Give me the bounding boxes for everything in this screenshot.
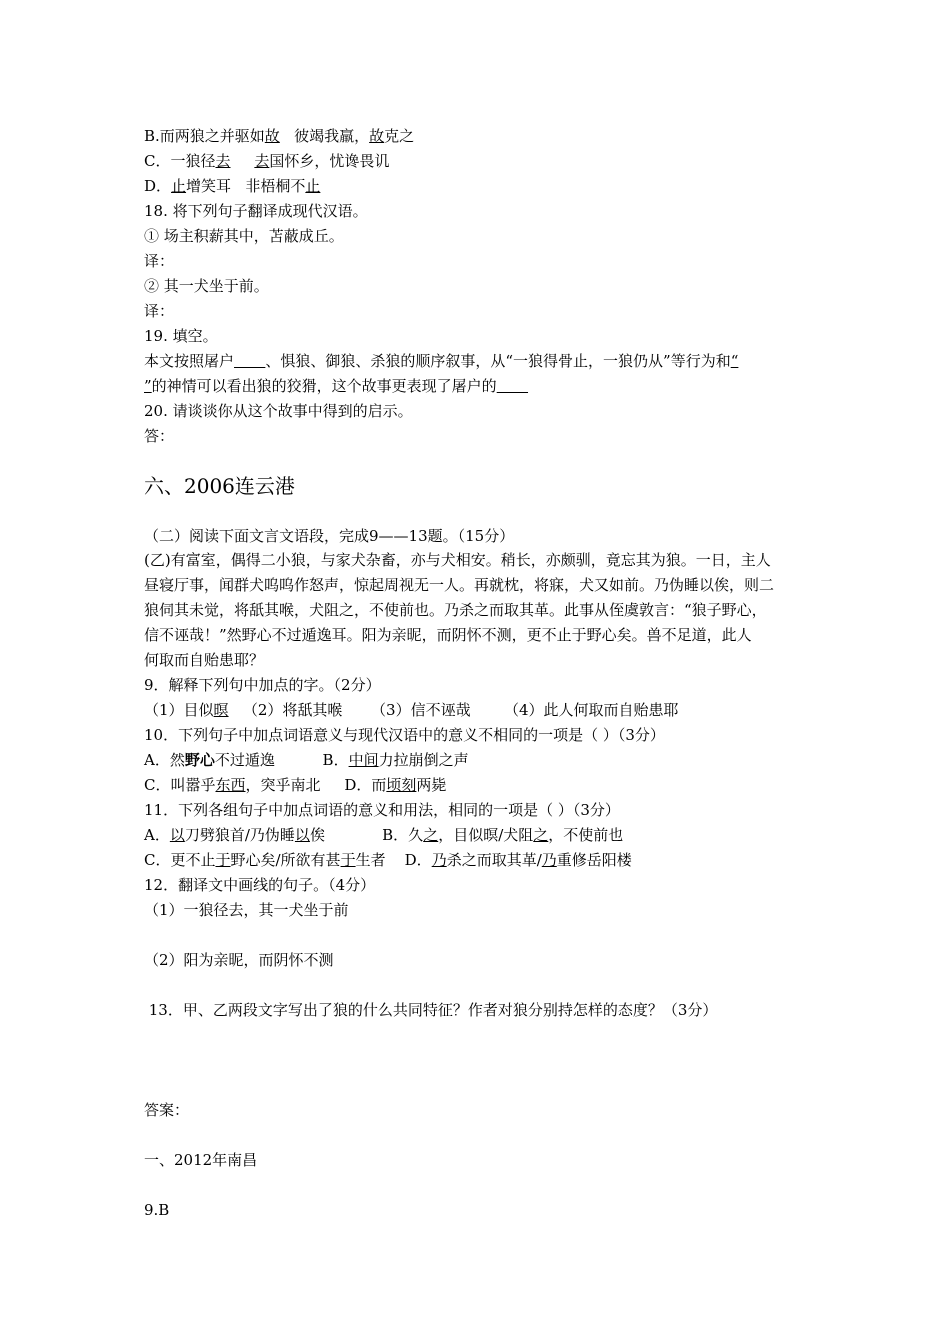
q12-stem: 12．翻译文中画线的句子。（4分） [144,876,376,894]
q19-blank-1 [234,352,265,370]
passage-line: (乙)有富室，偶得二小狼，与家犬杂畜，亦与犬相安。稍长，亦颇驯，竟忘其为狼。一日，主人 [144,551,771,569]
q18-stem: 18. 将下列句子翻译成现代汉语。 [144,202,368,220]
q18-translation-label-1: 译： [144,252,175,270]
q10-options-cd: C．叫嚣乎东西，突乎南北 D．而顷刻两毙 [144,776,447,794]
section-6-intro: （二）阅读下面文言文语段，完成9——13题。（15分） [144,527,515,545]
q18-sentence-2: ② 其一犬坐于前。 [144,277,269,295]
passage-line: 昼寝厅事，闻群犬呜呜作怒声，惊起周视无一人。再就枕，将寐，犬又如前。乃伪睡以俟，则二 [144,576,775,594]
answers-section-1: 一、2012年南昌 [144,1151,258,1169]
q12-sentence-1: （1）一狼径去，其一犬坐于前 [144,901,349,919]
q12-sentence-2: （2）阳为亲昵，而阴怀不测 [144,951,334,969]
q13-stem: 13．甲、乙两段文字写出了狼的什么共同特征？作者对狼分别持怎样的态度？（3分） [144,1001,718,1019]
q9-items: （1）目似暝 （2）将舐其喉 （3）信不诬哉 （4）此人何取而自贻患耶 [144,701,679,719]
q18-translation-label-2: 译： [144,302,175,320]
q11-stem: 11．下列各组句子中加点词语的意义和用法，相同的一项是（ ）（3分） [144,801,620,819]
q19-stem: 19. 填空。 [144,327,218,345]
q19-fill-line-1: 本文按照屠户 、惧狼、御狼、杀狼的顺序叙事，从“一狼得骨止，一狼仍从”等行为和“ [144,352,739,370]
q10-stem: 10．下列句子中加点词语意义与现代汉语中的意义不相同的一项是（ ）（3分） [144,726,665,744]
q19-fill-line-2: ”的神情可以看出狼的狡猾，这个故事更表现了屠户的 [144,376,528,396]
section-6-heading: 六、2006连云港 [144,474,295,498]
answer-9: 9.B [144,1201,170,1219]
q17-option-b: B.而两狼之并驱如故 彼竭我羸，故克之 [144,127,415,145]
passage-line: 何取而自贻患耶？ [144,651,265,669]
passage-line: 信不诬哉！”然野心不过遁逸耳。阳为亲昵，而阴怀不测，更不止于野心矣。兽不足道，此人 [144,626,752,644]
q20-stem: 20. 请谈谈你从这个故事中得到的启示。 [144,402,413,420]
q17-option-d: D．止增笑耳 非梧桐不止 [144,177,321,195]
q10-options-ab: A．然野心不过遁逸 B．中间力拉崩倒之声 [144,751,469,769]
q17-option-c: C．一狼径去 去国怀乡，忧谗畏讥 [144,152,390,170]
passage-line: 狼伺其未觉，将舐其喉，犬阻之，不使前也。乃杀之而取其革。此事从侄虞敦言：“狼子野心， [144,601,767,619]
q9-stem: 9．解释下列句中加点的字。（2分） [144,676,381,694]
q11-options-ab: A．以刀劈狼首/乃伪睡以俟 B．久之，目似暝/犬阻之，不使前也 [144,826,624,844]
q20-answer-label: 答： [144,427,175,445]
q19-blank-2 [497,377,528,395]
q18-sentence-1: ① 场主积薪其中，苫蔽成丘。 [144,227,344,245]
q11-options-cd: C．更不止于野心矣/所欲有甚于生者 D．乃杀之而取其革/乃重修岳阳楼 [144,851,632,869]
answers-title: 答案： [144,1101,190,1119]
